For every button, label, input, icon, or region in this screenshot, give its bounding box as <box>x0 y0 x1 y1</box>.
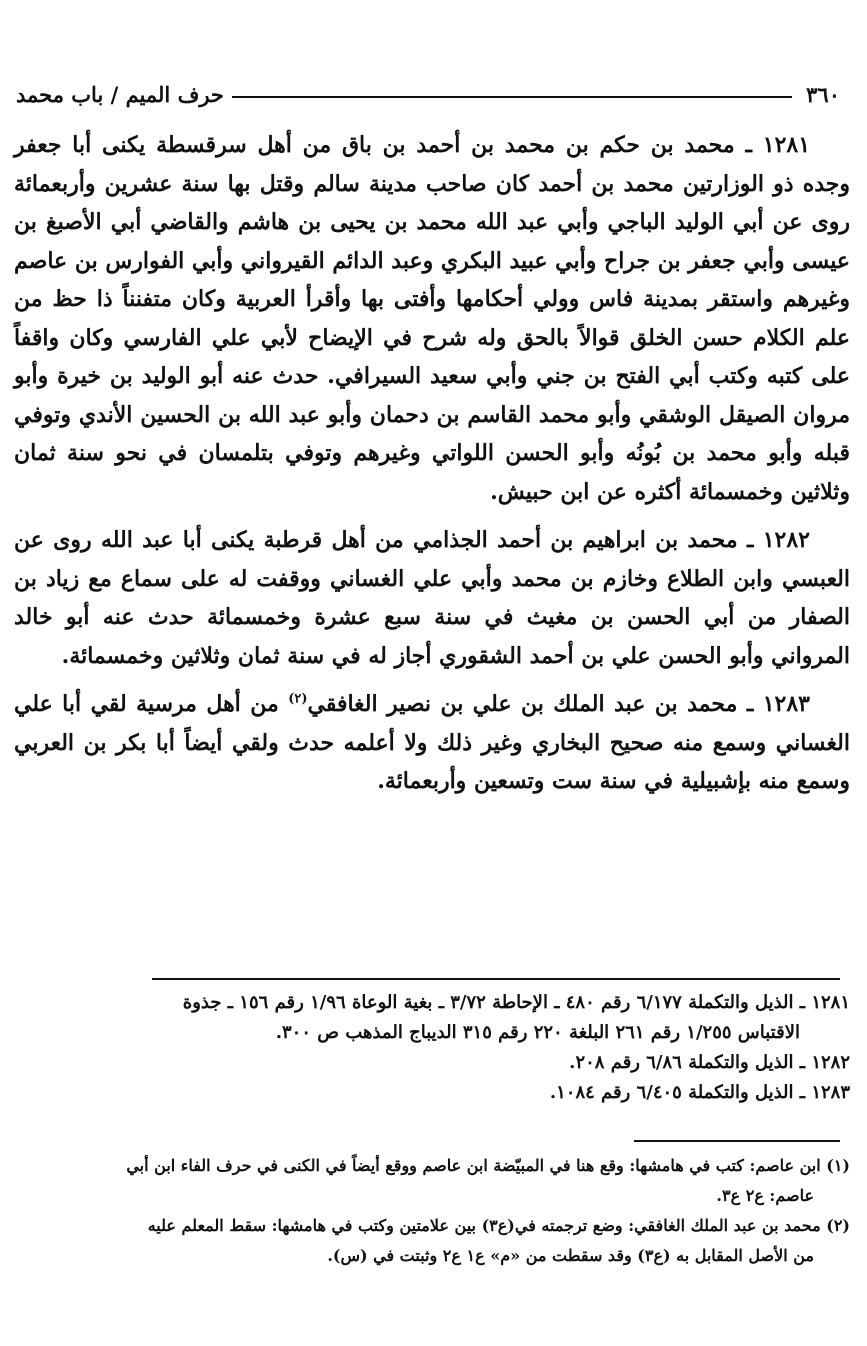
footnote-2: (٢) محمد بن عبد الملك الغافقي: وضع ترجمته في(ع٣) بين علامتين وكتب في هامشها: سقط المعلم عليه <box>147 1216 850 1235</box>
entry-1281 <box>14 126 850 511</box>
entry-1283 <box>14 685 850 801</box>
entry-text: محمد بن ابراهيم بن أحمد الجذامي من أهل قرطبة يكنى أبا عبد الله روى عن العبسي وابن الطلاع وخازم بن محمد وأبي علي الغساني ووقفت له على سماع مع زياد بن الصفار من أبي الحسن بن مغيث في سنة سبع عشرة وخمسمائة حدث عنه أبو خالد المرواني وأبو الحسن علي بن أحمد الشقوري أجاز له في سنة ثمان وثلاثين وخمسمائة. <box>14 527 850 669</box>
footnote-mark: (٢) <box>288 691 308 707</box>
reference-1283: ١٢٨٣ ـ الذيل والتكملة ٦/٤٠٥ رقم ١٠٨٤. <box>549 1082 850 1103</box>
main-text <box>14 126 850 811</box>
footnote-1-continued: عاصم: ع٢ ع٣. <box>716 1186 814 1205</box>
entry-number: ١٢٨١ ـ <box>745 132 811 158</box>
section-title: حرف الميم / باب محمد <box>16 81 224 107</box>
entry-text: محمد بن عبد الملك بن علي بن نصير الغافقي <box>307 691 738 717</box>
page-header <box>16 74 840 114</box>
page-number: ٣٦٠ <box>806 81 840 107</box>
footnote-1: (١) ابن عاصم: كتب في هامشها: وقع هنا في المبيّضة ابن عاصم ووقع أيضاً في الكنى في حرف الفاء ابن أبي <box>126 1156 850 1175</box>
entry-1282 <box>14 521 850 675</box>
entry-text: محمد بن حكم بن محمد بن أحمد بن باق من أهل سرقسطة يكنى أبا جعفر وجده ذو الوزارتين محمد بن أحمد كان صاحب مدينة سالم وقتل بها سنة عشرين وأربعمائة روى عن أبي الوليد الباجي وأبي عبد الله محمد بن يحيى بن هاشم والقاضي أبي الأصبغ بن عيسى وأبي جعفر بن جراح وأبي عبيد البكري وعبد الدائم القيرواني وأبي الفوارس بن عاصم وغيرهم واستقر بمدينة فاس وولي أحكامها وأفتى بها وأقرأ العربية وكان متفنناً ذا حظ من علم الكلام حسن الخلق قوالاً بالحق وله شرح في الإيضاح لأبي علي الفارسي وكان واقفاً على كتبه وكتب أبي الفتح بن جني وأبي سعيد السيرافي. حدث عنه أبو الوليد بن خيرة وأبو مروان الصيقل الوشقي وأبو محمد القاسم بن دحمان وأبو عبد الله بن الحسين الأندي وتوفي قبله وأبو محمد بن بُونُه وأبو الحسن اللواتي وغيرهم وتوفي بتلمسان في نحو سنة ثمان وثلاثين وخمسمائة أكثره عن ابن حبيش. <box>14 132 850 505</box>
entry-number: ١٢٨٢ ـ <box>746 527 810 553</box>
reference-1282: ١٢٨٢ ـ الذيل والتكملة ٦/٨٦ رقم ٢٠٨. <box>569 1052 850 1073</box>
reference-1281-continued: الاقتباس ١/٢٥٥ رقم ٢٦١ البلغة ٢٢٠ رقم ٣١٥ الديباج المذهب ص ٣٠٠. <box>275 1022 800 1043</box>
footnote-2-continued: من الأصل المقابل به (ع٣) وقد سقطت من «م» ع١ ع٢ وثبتت في (س). <box>327 1246 814 1265</box>
references-block <box>14 988 850 1108</box>
entry-number: ١٢٨٣ ـ <box>746 691 810 717</box>
entry-text-continued: من أهل مرسية لقي أبا علي الغساني وسمع منه صحيح البخاري وغير ذلك ولا أعلمه حدث ولقي أيضاً أبا بكر بن العربي وسمع منه بإشبيلية في سنة ست وتسعين وأربعمائة. <box>14 691 850 794</box>
footnotes-divider <box>634 1140 840 1142</box>
reference-1281: ١٢٨١ ـ الذيل والتكملة ٦/١٧٧ رقم ٤٨٠ ـ الإحاطة ٣/٧٢ ـ بغية الوعاة ١/٩٦ رقم ١٥٦ ـ جذوة <box>182 992 850 1013</box>
footnotes-block <box>14 1152 850 1272</box>
references-divider <box>152 978 840 980</box>
header-rule <box>232 96 792 98</box>
